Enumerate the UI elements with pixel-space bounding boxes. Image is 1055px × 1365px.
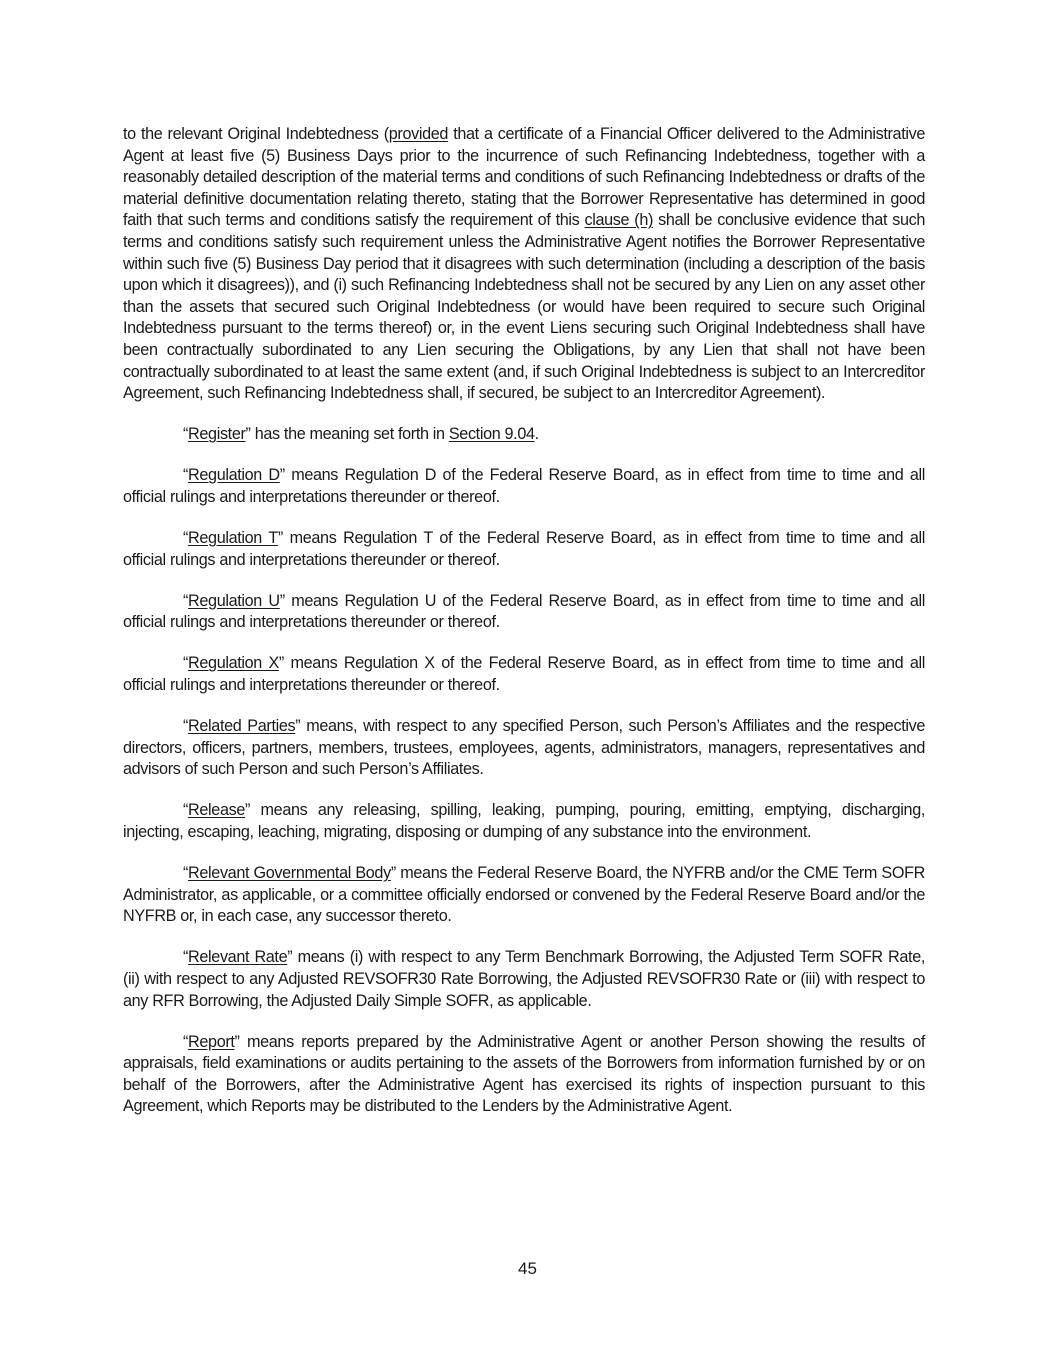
definition-report: “Report” means reports prepared by the Administrative Agent or another Person showing the results of appraisals, field examinations or audits pertaining to the assets of the Borrowers from information furnished by or on behalf of the Borrowers, after the Administrative Agent has exercised its rights of inspection pursuant to this Agreement, which Reports may be distributed to the Lenders by the Administrative Agent. <box>123 1032 925 1116</box>
definition-related-parties: “Related Parties” means, with respect to any specified Person, such Person’s Affiliates and the respective directors, officers, partners, members, trustees, employees, agents, administrators, managers, representatives and advisors of such Person and such Person’s Affiliates. <box>123 717 925 779</box>
definition-regulation-d: “Regulation D” means Regulation D of the Federal Reserve Board, as in effect from time to time and all official rulings and interpretations thereunder or thereof. <box>123 466 925 506</box>
continued-paragraph <box>123 124 925 405</box>
defined-term: Relevant Rate <box>188 948 288 967</box>
paragraph-text: to the relevant Original Indebtedness ( <box>123 125 389 143</box>
definition-regulation-t: “Regulation T” means Regulation T of the Federal Reserve Board, as in effect from time to time and all official rulings and interpretations thereunder or thereof. <box>123 529 925 569</box>
definition-text: means Regulation X of the Federal Reserve Board, as in effect from time to time and all official rulings and interpretations thereunder or thereof. <box>123 654 925 694</box>
definition-text: means reports prepared by the Administrative Agent or another Person showing the results of appraisals, field examinations or audits pertaining to the assets of the Borrowers from information furnished by or on behalf of the Borrowers, after the Administrative Agent has exercised its rights of inspection pursuant to this Agreement, which Reports may be distributed to the Lenders by the Administrative Agent. <box>123 1032 925 1116</box>
definition-text: means the Federal Reserve Board, the NYFRB and/or the CME Term SOFR Administrator, as applicable, or a committee officially endorsed or convened by the Federal Reserve Board and/or the NYFRB or, in each case, any successor thereto. <box>123 864 925 926</box>
defined-term: Regulation D <box>188 466 280 485</box>
defined-term: Regulation U <box>188 591 280 610</box>
defined-term: Relevant Governmental Body <box>188 864 391 883</box>
definition-release: “Release” means any releasing, spilling, leaking, pumping, pouring, emitting, emptying, discharging, injecting, escaping, leaching, migrating, disposing or dumping of any substance into the environment. <box>123 801 925 841</box>
definition-text: means Regulation U of the Federal Reserve Board, as in effect from time to time and all official rulings and interpretations thereunder or thereof. <box>123 591 925 632</box>
definition-relevant-governmental-body: “Relevant Governmental Body” means the Federal Reserve Board, the NYFRB and/or the CME Term SOFR Administrator, as applicable, or a committee officially endorsed or convened by the Federal Reserve Board and/or the NYFRB or, in each case, any successor thereto. <box>123 864 925 926</box>
defined-term: Regulation T <box>188 529 278 547</box>
paragraph-text: shall be conclusive evidence that such terms and conditions satisfy such requirement unless the Administrative Agent notifies the Borrower Representative within such five (5) Business Day period that it disagrees with such determination (including a description of the basis upon which it disagrees)), and (i) such Refinancing Indebtedness shall not be secured by any Lien on any asset other than the assets that secured such Original Indebtedness (or would have been required to secure such Original Indebtedness pursuant to the terms thereof) or, in the event Liens securing such Original Indebtedness shall have been contractually subordinated to any Lien securing the Obligations, by any Lien that shall not have been contractually subordinated to at least the same extent (and, if such Original Indebtedness is subject to an Intercreditor Agreement, such Refinancing Indebtedness shall, if secured, be subject to an Intercreditor Agreement). <box>123 211 926 403</box>
defined-term: Regulation X <box>188 654 279 673</box>
defined-term: Related Parties <box>188 717 296 736</box>
definition-text: means, with respect to any specified Person, such Person’s Affiliates and the respective directors, officers, partners, members, trustees, employees, agents, administrators, managers, representatives and advisors of such Person and such Person’s Affiliates. <box>123 717 925 779</box>
document-page <box>123 124 925 1137</box>
definition-text: means (i) with respect to any Term Benchmark Borrowing, the Adjusted Term SOFR Rate, (ii) with respect to any Adjusted REVSOFR30 Rate Borrowing, the Adjusted REVSOFR30 Rate or (iii) with respect to any RFR Borrowing, the Adjusted Daily Simple SOFR, as applicable. <box>123 948 925 1010</box>
definition-text: means Regulation T of the Federal Reserve Board, as in effect from time to time and all official rulings and interpretations thereunder or thereof. <box>123 529 925 569</box>
definition-relevant-rate: “Relevant Rate” means (i) with respect to any Term Benchmark Borrowing, the Adjusted Term SOFR Rate, (ii) with respect to any Adjusted REVSOFR30 Rate Borrowing, the Adjusted REVSOFR30 Rate or (iii) with respect to any RFR Borrowing, the Adjusted Daily Simple SOFR, as applicable. <box>123 948 925 1010</box>
underlined-term: provided <box>388 125 449 143</box>
definition-text: has the meaning set forth in <box>250 425 449 444</box>
page-number: 45 <box>518 1259 537 1278</box>
definition-register: “Register” has the meaning set forth in Section 9.04. <box>183 425 539 444</box>
definition-text: means Regulation D of the Federal Reserve Board, as in effect from time to time and all official rulings and interpretations thereunder or thereof. <box>123 466 925 506</box>
clause-reference: clause (h) <box>584 211 654 230</box>
defined-term: Report <box>188 1032 235 1051</box>
defined-term: Register <box>188 425 246 444</box>
definition-regulation-u: “Regulation U” means Regulation U of the Federal Reserve Board, as in effect from time to time and all official rulings and interpretations thereunder or thereof. <box>123 591 925 632</box>
definition-regulation-x: “Regulation X” means Regulation X of the Federal Reserve Board, as in effect from time to time and all official rulings and interpretations thereunder or thereof. <box>123 654 925 694</box>
paragraph-text: that a certificate of a Financial Officer delivered to the Administrative Agent at least five (5) Business Days prior to the incurrence of such Refinancing Indebtedness, together with a reasonably detailed description of the material terms and conditions of such Refinancing Indebtedness or drafts of the material definitive documentation relating thereto, stating that the Borrower Representative has determined in good faith that such terms and conditions satisfy the requirement of this <box>123 125 925 230</box>
definition-text: means any releasing, spilling, leaking, pumping, pouring, emitting, emptying, discharging, injecting, escaping, leaching, migrating, disposing or dumping of any substance into the environment. <box>123 801 925 841</box>
defined-term: Release <box>188 801 245 820</box>
section-reference: Section 9.04 <box>448 425 535 444</box>
